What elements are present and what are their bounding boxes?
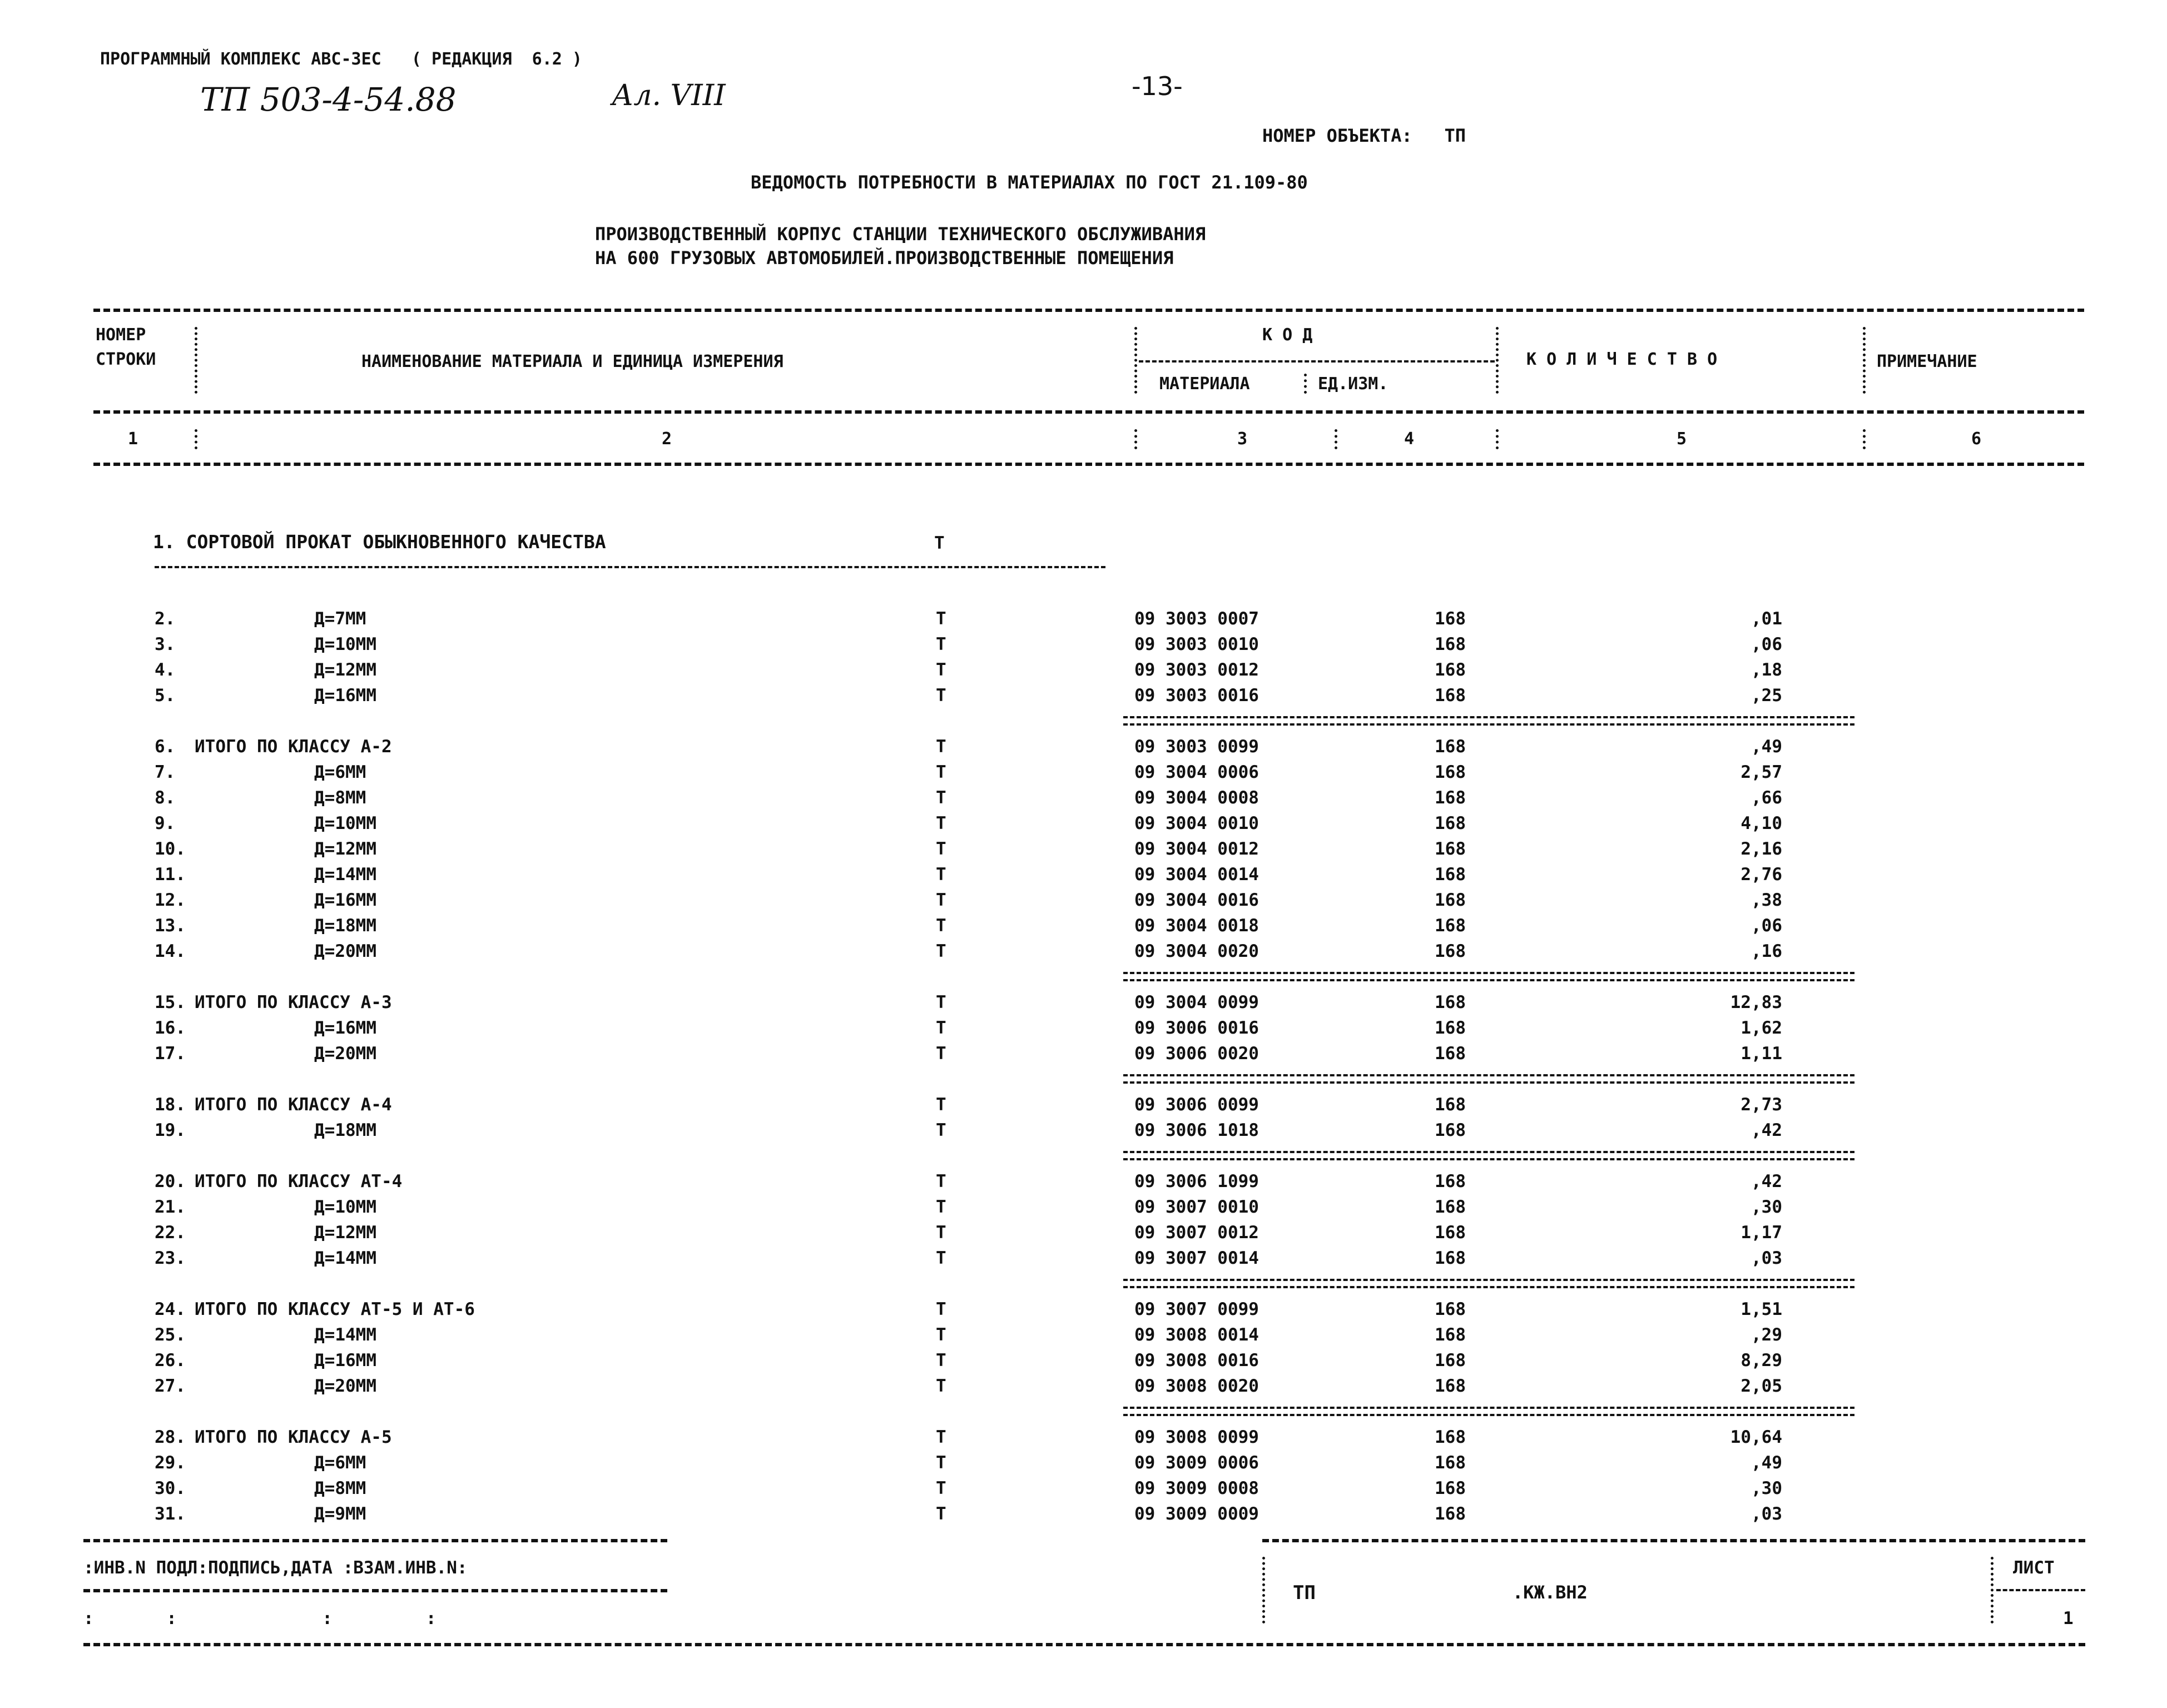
row-unit-code: 168 xyxy=(1435,609,1466,629)
row-unit-code: 168 xyxy=(1435,1504,1466,1524)
statement-title: ВЕДОМОСТЬ ПОТРЕБНОСТИ В МАТЕРИАЛАХ ПО ГОСТ 21.109-80 xyxy=(751,172,1308,193)
doc-number: ТП 503-4-54.88 xyxy=(200,81,457,118)
row-material-name: Д=14ММ xyxy=(314,865,376,885)
row-quantity: 2,73 xyxy=(1740,1095,1782,1115)
row-number: 20. xyxy=(155,1171,186,1191)
section-unit: Т xyxy=(934,533,945,553)
row-material-code: 09 3007 0014 xyxy=(1134,1248,1259,1268)
row-material-code: 09 3006 1018 xyxy=(1134,1120,1259,1140)
row-unit-code: 168 xyxy=(1435,916,1466,936)
row-number: 9. xyxy=(155,813,176,833)
subtitle-line-1: ПРОИЗВОДСТВЕННЫЙ КОРПУС СТАНЦИИ ТЕХНИЧЕСКОГО ОБСЛУЖИВАНИЯ xyxy=(595,224,1206,245)
row-unit: Т xyxy=(936,1376,946,1396)
stamp-tp: ТП xyxy=(1293,1582,1316,1604)
row-material-code: 09 3004 0012 xyxy=(1134,839,1259,859)
subtotal-separator xyxy=(1123,1407,1854,1416)
row-quantity: ,06 xyxy=(1751,916,1782,936)
row-material-name: Д=14ММ xyxy=(314,1325,376,1345)
row-quantity: 2,16 xyxy=(1740,839,1782,859)
row-unit: Т xyxy=(936,916,946,936)
col-number-label-a: НОМЕР xyxy=(96,325,146,345)
row-material-name: Д=20ММ xyxy=(314,1376,376,1396)
row-quantity: 1,51 xyxy=(1740,1299,1782,1319)
row-unit-code: 168 xyxy=(1435,1018,1466,1038)
row-unit-code: 168 xyxy=(1435,686,1466,706)
header-divider xyxy=(1496,327,1499,394)
row-number: 22. xyxy=(155,1223,186,1243)
header-divider xyxy=(1863,429,1866,449)
row-material-name: Д=8ММ xyxy=(314,788,366,808)
row-quantity: ,49 xyxy=(1751,737,1782,757)
code-subrule xyxy=(1139,360,1495,363)
row-unit: Т xyxy=(936,992,946,1012)
row-quantity: 12,83 xyxy=(1730,992,1782,1012)
row-quantity: ,42 xyxy=(1751,1120,1782,1140)
row-number: 8. xyxy=(155,788,176,808)
row-material-code: 09 3004 0018 xyxy=(1134,916,1259,936)
row-quantity: 1,62 xyxy=(1740,1018,1782,1038)
row-unit-code: 168 xyxy=(1435,992,1466,1012)
row-unit-code: 168 xyxy=(1435,1171,1466,1191)
row-number: 18. xyxy=(155,1095,186,1115)
row-unit: Т xyxy=(936,1223,946,1243)
stamp-rule-bottom xyxy=(83,1643,2085,1646)
row-number: 10. xyxy=(155,839,186,859)
row-material-code: 09 3004 0099 xyxy=(1134,992,1259,1012)
stamp-sheet-rule xyxy=(1996,1589,2085,1591)
header-rule-bottom xyxy=(93,463,2084,466)
row-material-code: 09 3004 0016 xyxy=(1134,890,1259,910)
row-quantity: ,30 xyxy=(1751,1478,1782,1498)
header-divider xyxy=(1496,429,1499,449)
row-unit: Т xyxy=(936,634,946,654)
stamp-doc-code: .КЖ.ВН2 xyxy=(1513,1582,1588,1603)
row-number: 3. xyxy=(155,634,176,654)
row-unit-code: 168 xyxy=(1435,1325,1466,1345)
row-unit: Т xyxy=(936,865,946,885)
row-number: 26. xyxy=(155,1350,186,1371)
col-num-1: 1 xyxy=(128,429,138,449)
row-unit: Т xyxy=(936,1120,946,1140)
row-material-name: Д=12ММ xyxy=(314,660,376,680)
row-unit-code: 168 xyxy=(1435,1095,1466,1115)
row-material-code: 09 3003 0016 xyxy=(1134,686,1259,706)
row-unit: Т xyxy=(936,1427,946,1447)
row-material-name: Д=12ММ xyxy=(314,839,376,859)
row-unit: Т xyxy=(936,1248,946,1268)
row-material-code: 09 3006 0016 xyxy=(1134,1018,1259,1038)
row-material-code: 09 3006 0020 xyxy=(1134,1044,1259,1064)
row-quantity: ,42 xyxy=(1751,1171,1782,1191)
row-quantity: ,66 xyxy=(1751,788,1782,808)
row-quantity: ,03 xyxy=(1751,1248,1782,1268)
row-quantity: 2,05 xyxy=(1740,1376,1782,1396)
row-unit: Т xyxy=(936,660,946,680)
stamp-inv-label: :ИНВ.N ПОДЛ:ПОДПИСЬ,ДАТА :ВЗАМ.ИНВ.N: xyxy=(83,1558,468,1578)
row-quantity: ,16 xyxy=(1751,941,1782,961)
stamp-rule-mid-left xyxy=(83,1589,667,1592)
row-unit-code: 168 xyxy=(1435,1197,1466,1217)
row-material-name: Д=20ММ xyxy=(314,941,376,961)
row-number: 19. xyxy=(155,1120,186,1140)
row-material-code: 09 3006 1099 xyxy=(1134,1171,1259,1191)
row-material-name: Д=6ММ xyxy=(314,1453,366,1473)
row-material-code: 09 3004 0008 xyxy=(1134,788,1259,808)
row-unit-code: 168 xyxy=(1435,1478,1466,1498)
stamp-rule-top-left xyxy=(83,1539,667,1542)
row-number: 25. xyxy=(155,1325,186,1345)
row-unit-code: 168 xyxy=(1435,788,1466,808)
row-unit-code: 168 xyxy=(1435,1248,1466,1268)
row-unit: Т xyxy=(936,1350,946,1371)
row-unit: Т xyxy=(936,890,946,910)
row-material-name: Д=10ММ xyxy=(314,813,376,833)
row-unit-code: 168 xyxy=(1435,1350,1466,1371)
row-number: 13. xyxy=(155,916,186,936)
row-quantity: ,38 xyxy=(1751,890,1782,910)
row-unit-code: 168 xyxy=(1435,890,1466,910)
stamp-sheet-number: 1 xyxy=(2063,1608,2074,1628)
row-quantity: ,25 xyxy=(1751,686,1782,706)
row-unit: Т xyxy=(936,813,946,833)
row-unit: Т xyxy=(936,1478,946,1498)
row-material-code: 09 3003 0012 xyxy=(1134,660,1259,680)
subtotal-separator xyxy=(1123,716,1854,726)
header-divider xyxy=(195,429,197,449)
row-unit-code: 168 xyxy=(1435,865,1466,885)
col-num-4: 4 xyxy=(1404,429,1415,449)
header-divider xyxy=(195,327,197,394)
col-code-unit-label: ЕД.ИЗМ. xyxy=(1318,374,1389,394)
row-quantity: ,18 xyxy=(1751,660,1782,680)
header-divider xyxy=(1304,374,1307,394)
section-title: 1. СОРТОВОЙ ПРОКАТ ОБЫКНОВЕННОГО КАЧЕСТВА xyxy=(153,531,606,553)
col-num-5: 5 xyxy=(1677,429,1687,449)
row-material-name: Д=10ММ xyxy=(314,1197,376,1217)
row-unit-code: 168 xyxy=(1435,1376,1466,1396)
row-material-code: 09 3006 0099 xyxy=(1134,1095,1259,1115)
row-unit: Т xyxy=(936,941,946,961)
row-quantity: 2,76 xyxy=(1740,865,1782,885)
row-unit-code: 168 xyxy=(1435,941,1466,961)
row-quantity: ,03 xyxy=(1751,1504,1782,1524)
col-note-label: ПРИМЕЧАНИЕ xyxy=(1877,352,1977,371)
col-num-2: 2 xyxy=(662,429,672,449)
row-number: 31. xyxy=(155,1504,186,1524)
row-material-code: 09 3007 0010 xyxy=(1134,1197,1259,1217)
row-number: 4. xyxy=(155,660,176,680)
row-material-name: Д=16ММ xyxy=(314,1350,376,1371)
row-unit: Т xyxy=(936,788,946,808)
page-number: -13- xyxy=(1132,71,1183,101)
row-number: 14. xyxy=(155,941,186,961)
row-material-name: Д=12ММ xyxy=(314,1223,376,1243)
row-unit-code: 168 xyxy=(1435,660,1466,680)
subtotal-separator xyxy=(1123,1279,1854,1288)
row-material-name: ИТОГО ПО КЛАССУ АТ-4 xyxy=(195,1171,403,1191)
col-num-3: 3 xyxy=(1237,429,1248,449)
row-material-name: Д=6ММ xyxy=(314,762,366,782)
row-quantity: 8,29 xyxy=(1740,1350,1782,1371)
row-unit-code: 168 xyxy=(1435,1120,1466,1140)
row-number: 15. xyxy=(155,992,186,1012)
row-unit-code: 168 xyxy=(1435,1044,1466,1064)
row-number: 29. xyxy=(155,1453,186,1473)
row-number: 12. xyxy=(155,890,186,910)
stamp-inv-row: : : : : xyxy=(83,1608,437,1628)
subtotal-separator xyxy=(1123,1151,1854,1160)
row-material-code: 09 3004 0020 xyxy=(1134,941,1259,961)
row-material-code: 09 3003 0007 xyxy=(1134,609,1259,629)
row-material-code: 09 3007 0099 xyxy=(1134,1299,1259,1319)
row-unit: Т xyxy=(936,1171,946,1191)
row-material-code: 09 3003 0099 xyxy=(1134,737,1259,757)
col-number-label-b: СТРОКИ xyxy=(96,350,156,369)
col-name-label: НАИМЕНОВАНИЕ МАТЕРИАЛА И ЕДИНИЦА ИЗМЕРЕНИЯ xyxy=(361,352,784,371)
row-material-name: ИТОГО ПО КЛАССУ А-5 xyxy=(195,1427,392,1447)
row-quantity: 10,64 xyxy=(1730,1427,1782,1447)
row-unit-code: 168 xyxy=(1435,737,1466,757)
row-number: 7. xyxy=(155,762,176,782)
row-material-code: 09 3008 0020 xyxy=(1134,1376,1259,1396)
row-material-name: Д=16ММ xyxy=(314,890,376,910)
stamp-divider xyxy=(1262,1557,1265,1623)
col-code-label: К О Д xyxy=(1262,325,1313,345)
stamp-sheet-label: ЛИСТ xyxy=(2013,1558,2055,1578)
row-number: 2. xyxy=(155,609,176,629)
row-unit-code: 168 xyxy=(1435,1427,1466,1447)
row-quantity: 1,11 xyxy=(1740,1044,1782,1064)
subtotal-separator xyxy=(1123,1074,1854,1084)
row-unit: Т xyxy=(936,737,946,757)
header-divider xyxy=(1335,429,1337,449)
stamp-rule-top-right xyxy=(1262,1539,2085,1542)
row-quantity: ,29 xyxy=(1751,1325,1782,1345)
row-unit: Т xyxy=(936,609,946,629)
row-material-code: 09 3007 0012 xyxy=(1134,1223,1259,1243)
row-material-name: Д=20ММ xyxy=(314,1044,376,1064)
program-line: ПРОГРАММНЫЙ КОМПЛЕКС АВС-3ЕС ( РЕДАКЦИЯ 6.2 ) xyxy=(100,49,582,69)
row-material-name: Д=16ММ xyxy=(314,686,376,706)
row-unit: Т xyxy=(936,1018,946,1038)
row-number: 28. xyxy=(155,1427,186,1447)
row-material-code: 09 3008 0016 xyxy=(1134,1350,1259,1371)
row-material-name: Д=8ММ xyxy=(314,1478,366,1498)
col-num-6: 6 xyxy=(1971,429,1982,449)
row-material-code: 09 3008 0014 xyxy=(1134,1325,1259,1345)
row-material-name: ИТОГО ПО КЛАССУ А-2 xyxy=(195,737,392,757)
header-divider xyxy=(1134,327,1137,394)
row-material-code: 09 3004 0010 xyxy=(1134,813,1259,833)
row-number: 23. xyxy=(155,1248,186,1268)
row-material-name: Д=16ММ xyxy=(314,1018,376,1038)
row-unit-code: 168 xyxy=(1435,839,1466,859)
header-divider xyxy=(1134,429,1137,449)
row-material-code: 09 3009 0008 xyxy=(1134,1478,1259,1498)
row-unit-code: 168 xyxy=(1435,1299,1466,1319)
row-quantity: ,06 xyxy=(1751,634,1782,654)
row-unit: Т xyxy=(936,1325,946,1345)
header-rule-mid xyxy=(93,410,2084,414)
object-number: НОМЕР ОБЪЕКТА: ТП xyxy=(1262,125,1466,146)
row-number: 5. xyxy=(155,686,176,706)
row-number: 24. xyxy=(155,1299,186,1319)
row-number: 16. xyxy=(155,1018,186,1038)
row-unit: Т xyxy=(936,1095,946,1115)
row-unit: Т xyxy=(936,1453,946,1473)
col-code-material-label: МАТЕРИАЛА xyxy=(1159,374,1250,394)
row-material-name: Д=9ММ xyxy=(314,1504,366,1524)
row-number: 17. xyxy=(155,1044,186,1064)
row-unit: Т xyxy=(936,1299,946,1319)
row-material-code: 09 3004 0006 xyxy=(1134,762,1259,782)
row-material-name: Д=7ММ xyxy=(314,609,366,629)
row-material-name: Д=18ММ xyxy=(314,1120,376,1140)
row-quantity: ,30 xyxy=(1751,1197,1782,1217)
row-number: 30. xyxy=(155,1478,186,1498)
row-unit: Т xyxy=(936,1197,946,1217)
row-material-code: 09 3009 0006 xyxy=(1134,1453,1259,1473)
row-material-code: 09 3009 0009 xyxy=(1134,1504,1259,1524)
album-number: Ал. VIII xyxy=(612,79,726,112)
row-material-code: 09 3004 0014 xyxy=(1134,865,1259,885)
row-unit: Т xyxy=(936,1044,946,1064)
row-number: 11. xyxy=(155,865,186,885)
row-unit-code: 168 xyxy=(1435,634,1466,654)
col-quantity-label: К О Л И Ч Е С Т В О xyxy=(1526,350,1718,369)
row-material-name: ИТОГО ПО КЛАССУ АТ-5 И АТ-6 xyxy=(195,1299,475,1319)
row-number: 21. xyxy=(155,1197,186,1217)
section-underline xyxy=(155,566,1105,568)
row-material-code: 09 3008 0099 xyxy=(1134,1427,1259,1447)
stamp-divider xyxy=(1991,1557,1994,1623)
row-unit: Т xyxy=(936,686,946,706)
row-quantity: 2,57 xyxy=(1740,762,1782,782)
row-unit: Т xyxy=(936,839,946,859)
subtitle-line-2: НА 600 ГРУЗОВЫХ АВТОМОБИЛЕЙ.ПРОИЗВОДСТВЕННЫЕ ПОМЕЩЕНИЯ xyxy=(595,247,1174,269)
row-material-name: Д=10ММ xyxy=(314,634,376,654)
row-unit-code: 168 xyxy=(1435,813,1466,833)
row-unit-code: 168 xyxy=(1435,1453,1466,1473)
row-material-code: 09 3003 0010 xyxy=(1134,634,1259,654)
row-unit-code: 168 xyxy=(1435,762,1466,782)
row-quantity: 1,17 xyxy=(1740,1223,1782,1243)
row-number: 6. xyxy=(155,737,176,757)
row-material-name: Д=14ММ xyxy=(314,1248,376,1268)
row-quantity: 4,10 xyxy=(1740,813,1782,833)
header-rule-top xyxy=(93,309,2084,312)
row-material-name: ИТОГО ПО КЛАССУ А-4 xyxy=(195,1095,392,1115)
row-material-name: ИТОГО ПО КЛАССУ А-3 xyxy=(195,992,392,1012)
row-quantity: ,01 xyxy=(1751,609,1782,629)
subtotal-separator xyxy=(1123,972,1854,981)
row-material-name: Д=18ММ xyxy=(314,916,376,936)
row-number: 27. xyxy=(155,1376,186,1396)
row-unit-code: 168 xyxy=(1435,1223,1466,1243)
row-quantity: ,49 xyxy=(1751,1453,1782,1473)
row-unit: Т xyxy=(936,1504,946,1524)
header-divider xyxy=(1863,327,1866,394)
row-unit: Т xyxy=(936,762,946,782)
